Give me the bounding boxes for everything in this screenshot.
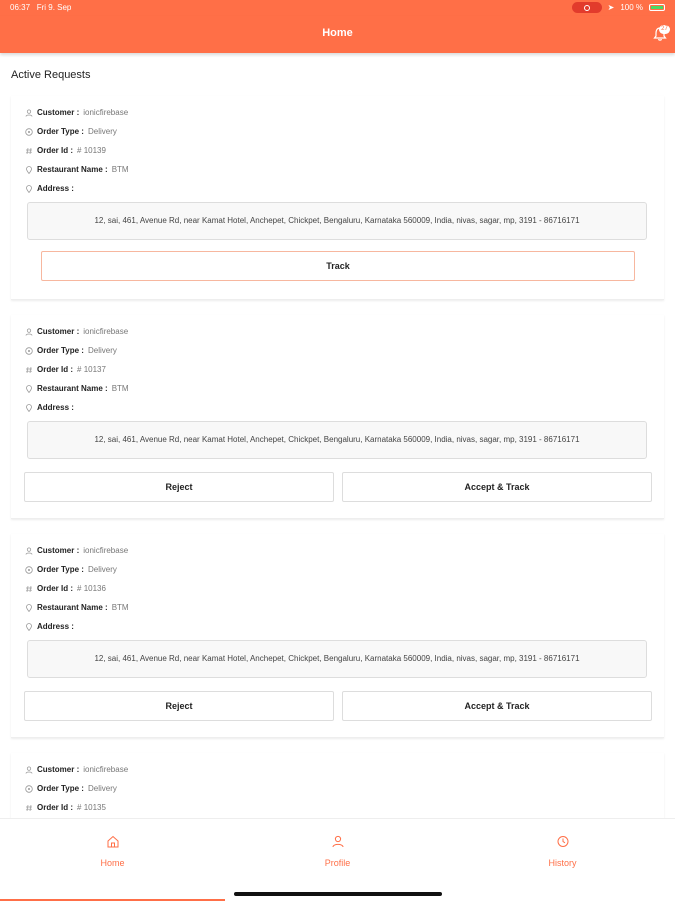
reject-button[interactable]: Reject — [24, 472, 334, 502]
customer-label: Customer : — [37, 765, 80, 774]
customer-label: Customer : — [37, 546, 80, 555]
restaurant-value: BTM — [111, 384, 129, 393]
order-id-label: Order Id : — [37, 803, 74, 812]
order-id-value: # 10136 — [77, 584, 106, 593]
main-content[interactable] — [0, 53, 675, 818]
location-pin-icon — [25, 604, 33, 612]
customer-label: Customer : — [37, 108, 80, 117]
order-type-row — [25, 346, 117, 355]
cart-icon — [25, 347, 33, 355]
address-box: 12, sai, 461, Avenue Rd, near Kamat Hotel, Anchepet, Chickpet, Bengaluru, Karnataka 560009, India, nivas, sagar, mp, 3191 - 86716171 — [27, 640, 647, 678]
restaurant-row — [25, 603, 129, 612]
app-header — [0, 16, 675, 53]
hash-icon — [25, 366, 33, 374]
restaurant-label: Restaurant Name : — [37, 384, 108, 393]
status-time: 06:37 — [10, 3, 31, 12]
accept-track-button[interactable]: Accept & Track — [342, 472, 652, 502]
cart-icon — [25, 785, 33, 793]
battery-percent: 100 % — [620, 3, 643, 12]
address-box: 12, sai, 461, Avenue Rd, near Kamat Hotel, Anchepet, Chickpet, Bengaluru, Karnataka 560009, India, nivas, sagar, mp, 3191 - 86716171 — [27, 202, 647, 240]
restaurant-row — [25, 165, 129, 174]
address-box: 12, sai, 461, Avenue Rd, near Kamat Hotel, Anchepet, Chickpet, Bengaluru, Karnataka 560009, India, nivas, sagar, mp, 3191 - 86716171 — [27, 421, 647, 459]
notification-badge: 27 — [659, 25, 670, 34]
person-icon — [331, 835, 345, 848]
address-label: Address : — [37, 622, 74, 631]
hash-icon — [25, 585, 33, 593]
location-pin-icon — [25, 623, 33, 631]
address-row — [25, 622, 74, 631]
customer-row — [25, 108, 128, 117]
address-label: Address : — [37, 403, 74, 412]
tab-history[interactable] — [450, 835, 675, 868]
restaurant-label: Restaurant Name : — [37, 165, 108, 174]
hash-icon — [25, 147, 33, 155]
customer-value: ionicfirebase — [83, 765, 129, 774]
customer-row — [25, 546, 128, 555]
location-icon: ➤ — [607, 3, 615, 12]
accept-track-button[interactable]: Accept & Track — [342, 691, 652, 721]
order-id-value: # 10135 — [77, 803, 106, 812]
customer-value: ionicfirebase — [83, 108, 129, 117]
person-icon — [25, 109, 33, 117]
status-bar — [0, 0, 675, 16]
order-id-row — [25, 365, 106, 374]
screen-record-icon — [572, 2, 602, 13]
order-id-row — [25, 146, 106, 155]
order-type-value: Delivery — [87, 127, 117, 136]
request-card — [11, 753, 664, 818]
order-type-label: Order Type : — [37, 784, 84, 793]
tab-label: History — [548, 858, 577, 868]
address-row — [25, 184, 74, 193]
page-title: Home — [322, 27, 353, 39]
home-icon — [106, 835, 120, 848]
customer-value: ionicfirebase — [83, 327, 129, 336]
order-id-label: Order Id : — [37, 584, 74, 593]
tab-home[interactable] — [0, 835, 225, 868]
cart-icon — [25, 128, 33, 136]
clock-icon — [556, 835, 570, 848]
battery-icon — [649, 4, 665, 11]
home-indicator[interactable] — [234, 892, 442, 896]
order-id-row — [25, 584, 106, 593]
request-card — [11, 96, 664, 300]
status-date: Fri 9. Sep — [36, 3, 72, 12]
customer-row — [25, 765, 128, 774]
location-pin-icon — [25, 166, 33, 174]
hash-icon — [25, 804, 33, 812]
location-pin-icon — [25, 385, 33, 393]
order-id-value: # 10139 — [77, 146, 106, 155]
order-id-value: # 10137 — [77, 365, 106, 374]
tab-label: Home — [100, 858, 125, 868]
request-card — [11, 315, 664, 519]
order-type-label: Order Type : — [37, 565, 84, 574]
order-type-value: Delivery — [87, 346, 117, 355]
address-label: Address : — [37, 184, 74, 193]
section-title: Active Requests — [11, 69, 91, 81]
tab-bar — [0, 818, 675, 901]
location-pin-icon — [25, 404, 33, 412]
location-pin-icon — [25, 185, 33, 193]
reject-button[interactable]: Reject — [24, 691, 334, 721]
restaurant-value: BTM — [111, 603, 129, 612]
customer-label: Customer : — [37, 327, 80, 336]
tab-label: Profile — [324, 858, 351, 868]
order-type-label: Order Type : — [37, 346, 84, 355]
order-id-row — [25, 803, 106, 812]
order-type-value: Delivery — [87, 565, 117, 574]
restaurant-value: BTM — [111, 165, 129, 174]
restaurant-row — [25, 384, 129, 393]
cart-icon — [25, 566, 33, 574]
tab-profile[interactable] — [225, 835, 450, 868]
person-icon — [25, 766, 33, 774]
order-id-label: Order Id : — [37, 146, 74, 155]
order-type-row — [25, 784, 117, 793]
address-row — [25, 403, 74, 412]
order-type-row — [25, 127, 117, 136]
order-id-label: Order Id : — [37, 365, 74, 374]
track-button[interactable]: Track — [41, 251, 635, 281]
restaurant-label: Restaurant Name : — [37, 603, 108, 612]
order-type-value: Delivery — [87, 784, 117, 793]
person-icon — [25, 547, 33, 555]
customer-value: ionicfirebase — [83, 546, 129, 555]
order-type-label: Order Type : — [37, 127, 84, 136]
order-type-row — [25, 565, 117, 574]
customer-row — [25, 327, 128, 336]
person-icon — [25, 328, 33, 336]
request-card — [11, 534, 664, 738]
